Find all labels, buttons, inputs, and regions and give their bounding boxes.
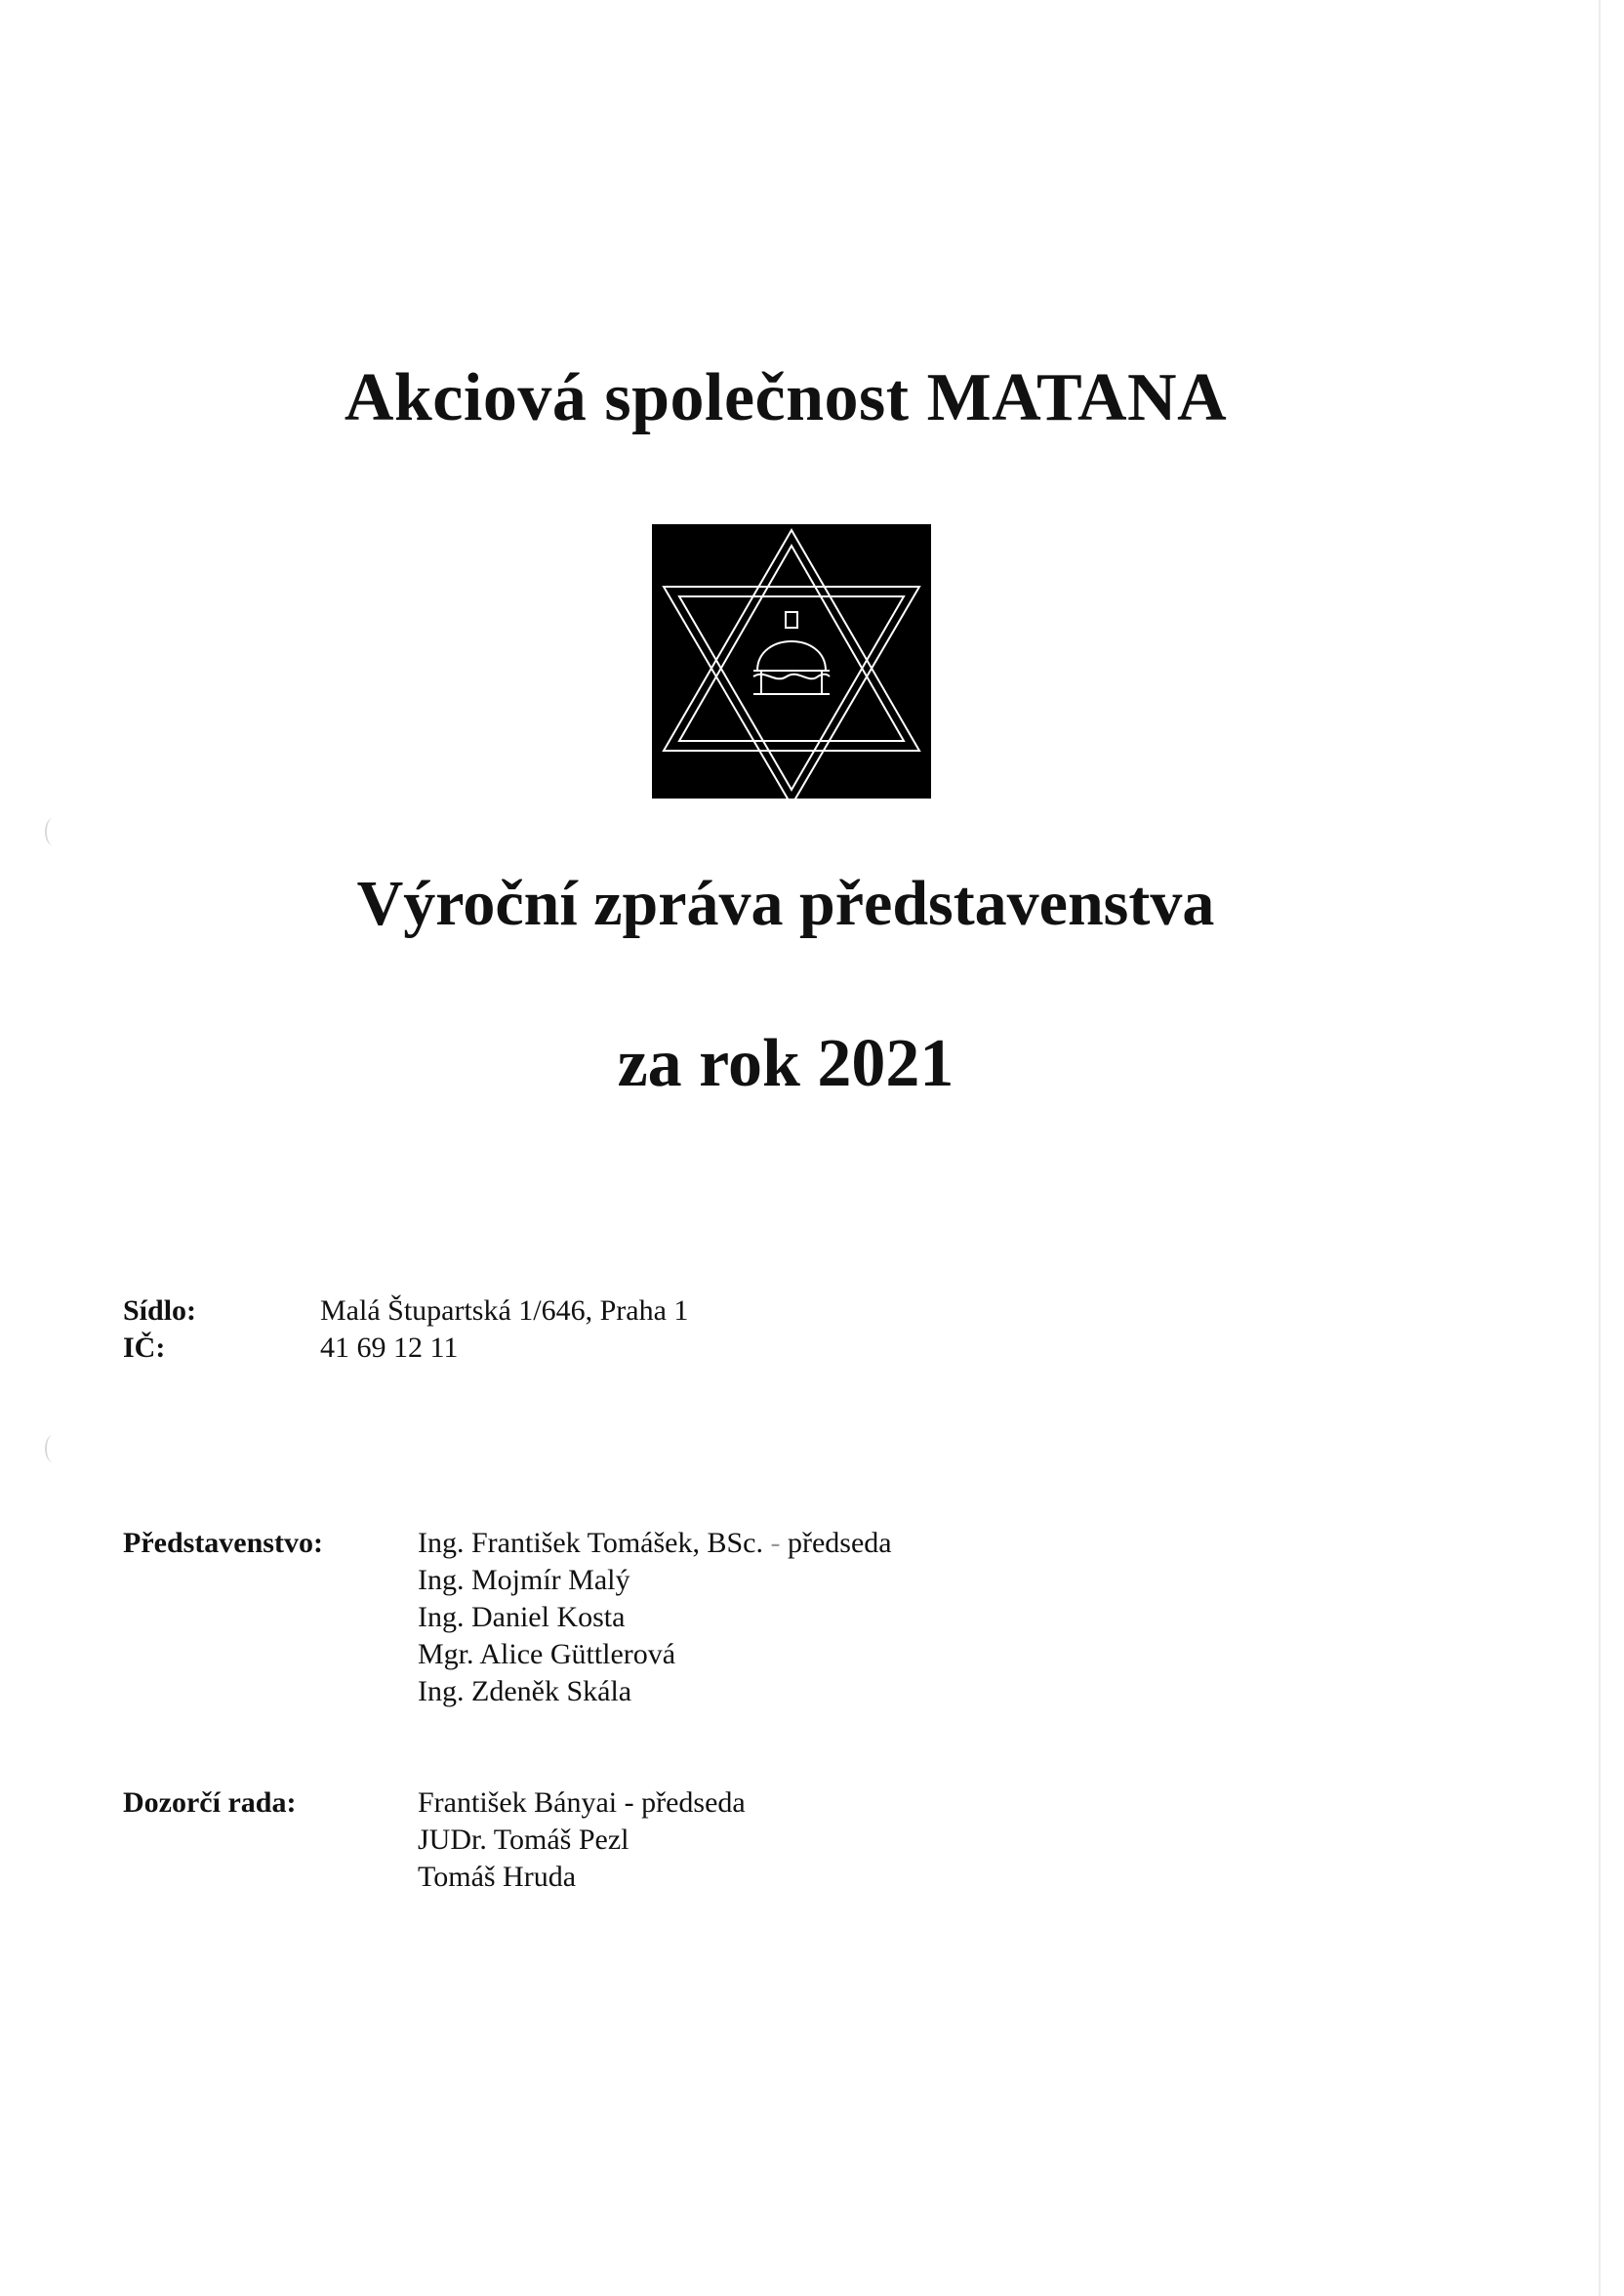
scan-hole-mark-bottom <box>45 1435 61 1462</box>
board-member-role: předseda <box>787 1527 892 1559</box>
board-member: Ing. Zdeněk Skála <box>418 1675 632 1707</box>
seat-value: Malá Štupartská 1/646, Praha 1 <box>320 1294 689 1327</box>
company-title: Akciová společnost MATANA <box>344 360 1228 435</box>
board-member <box>418 1525 892 1562</box>
board-label: Představenstvo: <box>123 1527 323 1559</box>
supervisory-member: Tomáš Hruda <box>418 1861 577 1893</box>
supervisory-member: JUDr. Tomáš Pezl <box>418 1824 629 1856</box>
supervisory-member: František Bányai - předseda <box>418 1786 746 1819</box>
star-of-david-with-crown-icon <box>652 524 931 799</box>
supervisory-member-list <box>418 1784 746 1896</box>
scan-hole-mark-top <box>45 818 61 845</box>
board-member: Ing. Daniel Kosta <box>418 1601 626 1633</box>
report-title: Výroční zpráva představenstva <box>356 868 1215 939</box>
seat-label: Sídlo: <box>123 1294 197 1327</box>
id-value: 41 69 12 11 <box>320 1332 459 1364</box>
company-logo <box>652 524 931 799</box>
board-member: Ing. Mojmír Malý <box>418 1564 630 1596</box>
supervisory-board-label: Dozorčí rada: <box>123 1786 297 1819</box>
report-year: za rok 2021 <box>617 1026 954 1101</box>
board-member-separator: - <box>770 1527 788 1559</box>
board-member-list <box>418 1525 892 1710</box>
board-member-name: Ing. František Tomášek, BSc. <box>418 1527 763 1559</box>
scan-edge-line <box>1599 0 1601 2296</box>
board-member: Mgr. Alice Güttlerová <box>418 1638 676 1670</box>
id-label: IČ: <box>123 1332 166 1364</box>
